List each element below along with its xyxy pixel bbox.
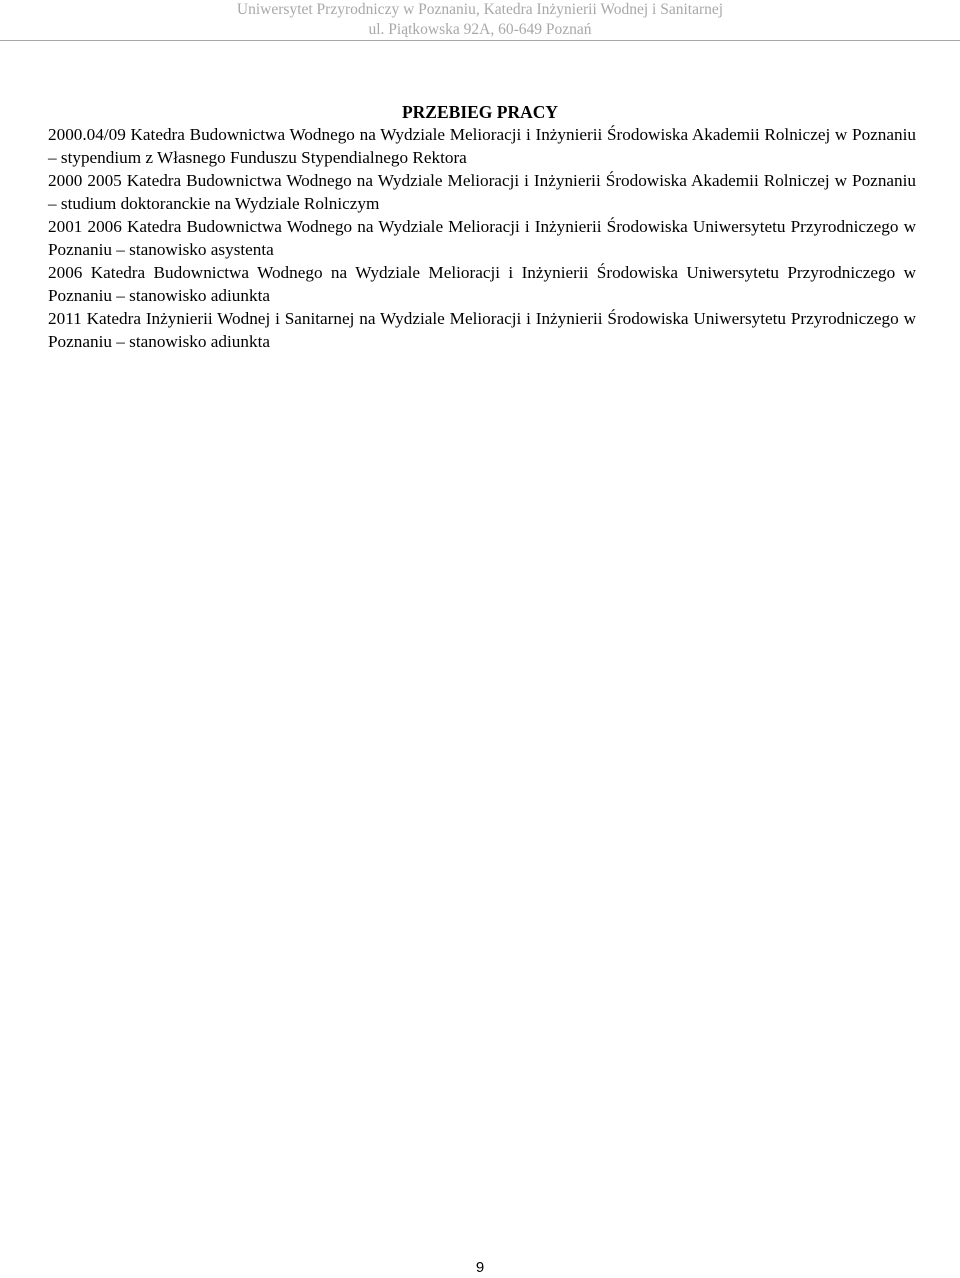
page-header — [0, 0, 960, 40]
employment-entry: 2011 Katedra Inżynierii Wodnej i Sanitarnej na Wydziale Melioracji i Inżynierii Środowiska Uniwersytetu Przyrodniczego w Poznaniu – stanowisko adiunkta — [48, 309, 916, 351]
header-divider — [0, 40, 960, 41]
employment-entry: 2000 2005 Katedra Budownictwa Wodnego na Wydziale Melioracji i Inżynierii Środowiska Akademii Rolniczej w Poznaniu – studium doktoranckie na Wydziale Rolniczym — [48, 171, 916, 213]
header-address: ul. Piątkowska 92A, 60-649 Poznań — [368, 21, 592, 38]
page-number: 9 — [475, 1259, 485, 1276]
employment-entry: 2000.04/09 Katedra Budownictwa Wodnego na Wydziale Melioracji i Inżynierii Środowiska Akademii Rolniczej w Poznaniu – stypendium z Własnego Funduszu Stypendialnego Rektora — [48, 125, 916, 167]
section-title: PRZEBIEG PRACY — [401, 102, 559, 122]
employment-entry: 2006 Katedra Budownictwa Wodnego na Wydziale Melioracji i Inżynierii Środowiska Uniwersytetu Przyrodniczego w Poznaniu – stanowisko adiunkta — [48, 263, 916, 305]
header-institution: Uniwersytet Przyrodniczy w Poznaniu, Katedra Inżynierii Wodnej i Sanitarnej — [236, 1, 724, 18]
employment-entry: 2001 2006 Katedra Budownictwa Wodnego na Wydziale Melioracji i Inżynierii Środowiska Uniwersytetu Przyrodniczego w Poznaniu – stanowisko asystenta — [48, 217, 916, 259]
employment-history-list — [48, 123, 916, 353]
